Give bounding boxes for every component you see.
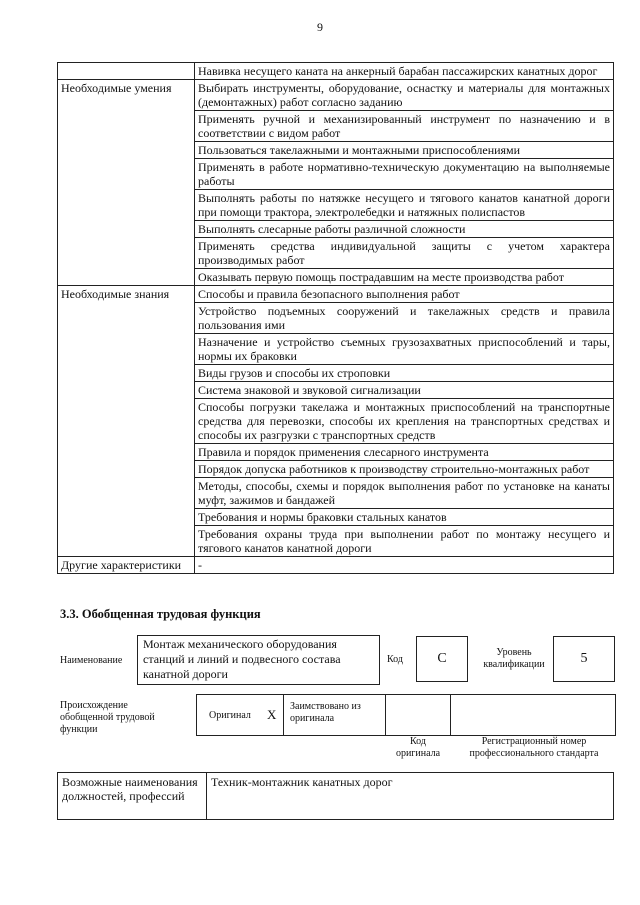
professions-value: Техник-монтажник канатных дорог bbox=[207, 773, 614, 820]
row-item: Требования и нормы браковки стальных канатов bbox=[195, 509, 614, 526]
name-label: Наименование bbox=[60, 655, 123, 666]
row-group-label: Необходимые знания bbox=[58, 286, 195, 557]
function-name-value: Монтаж механического оборудования станций и линий и подвесного состава канатной дороги bbox=[143, 637, 341, 681]
row-item: Требования охраны труда при выполнении работ по монтажу несущего и тягового канатов канатной дороги bbox=[195, 526, 614, 557]
code-label: Код bbox=[387, 654, 403, 665]
table-row bbox=[58, 63, 614, 80]
origin-label: Происхождение обобщенной трудовой функции bbox=[60, 700, 155, 735]
row-item: Выполнять работы по натяжке несущего и тягового канатов канатной дороги при помощи трактора, электролебедки и натяжных полиспастов bbox=[195, 190, 614, 221]
row-item: Навивка несущего каната на анкерный барабан пассажирских канатных дорог bbox=[195, 63, 614, 80]
row-item: Применять средства индивидуальной защиты с учетом характера производимых работ bbox=[195, 238, 614, 269]
row-item: Оказывать первую помощь пострадавшим на месте производства работ bbox=[195, 269, 614, 286]
origin-grid bbox=[196, 694, 616, 736]
row-item: Устройство подъемных сооружений и такелажных средств и правила пользования ими bbox=[195, 303, 614, 334]
row-item: - bbox=[195, 557, 614, 574]
function-name-box bbox=[137, 635, 380, 685]
row-item: Порядок допуска работников к производству строительно-монтажных работ bbox=[195, 461, 614, 478]
row-item: Способы погрузки такелажа и монтажных приспособлений на транспортные средства для перевозки, способы их крепления на транспортных средствах и способы их разгрузки с транспортных средств bbox=[195, 399, 614, 444]
table-row bbox=[58, 286, 614, 303]
code-value: С bbox=[437, 651, 447, 666]
level-label: Уровень квалификации bbox=[483, 647, 545, 670]
row-item: Пользоваться такелажными и монтажными приспособлениями bbox=[195, 142, 614, 159]
code-box bbox=[416, 636, 468, 682]
section-title: 3.3. Обобщенная трудовая функция bbox=[60, 607, 261, 621]
level-value: 5 bbox=[580, 651, 588, 666]
row-item: Способы и правила безопасного выполнения работ bbox=[195, 286, 614, 303]
row-item: Виды грузов и способы их строповки bbox=[195, 365, 614, 382]
page-number: 9 bbox=[317, 20, 323, 34]
skills-table bbox=[57, 62, 614, 574]
original-label: Оригинал bbox=[209, 710, 251, 721]
row-item: Выбирать инструменты, оборудование, оснастку и материалы для монтажных (демонтажных) работ согласно заданию bbox=[195, 80, 614, 111]
row-group-label bbox=[58, 63, 195, 80]
row-item: Применять ручной и механизированный инструмент по назначению и в соответствии с видом работ bbox=[195, 111, 614, 142]
row-item: Правила и порядок применения слесарного инструмента bbox=[195, 444, 614, 461]
table-row bbox=[58, 80, 614, 111]
row-item: Назначение и устройство съемных грузозахватных приспособлений и тары, нормы их браковки bbox=[195, 334, 614, 365]
row-group-label: Другие характеристики bbox=[58, 557, 195, 574]
borrowed-label: Заимствовано из оригинала bbox=[290, 701, 361, 724]
row-item: Система знаковой и звуковой сигнализации bbox=[195, 382, 614, 399]
code-original-caption: Код оригинала bbox=[395, 736, 441, 759]
professions-table bbox=[57, 772, 614, 820]
level-box bbox=[553, 636, 615, 682]
table-row bbox=[58, 557, 614, 574]
row-group-label: Необходимые умения bbox=[58, 80, 195, 286]
row-item: Методы, способы, схемы и порядок выполнения работ по установке на канаты муфт, зажимов и бандажей bbox=[195, 478, 614, 509]
original-mark: X bbox=[267, 707, 277, 722]
row-item: Выполнять слесарные работы различной сложности bbox=[195, 221, 614, 238]
row-item: Применять в работе нормативно-техническую документацию на выполняемые работы bbox=[195, 159, 614, 190]
reg-number-caption: Регистрационный номер профессионального стандарта bbox=[469, 736, 599, 759]
professions-label: Возможные наименования должностей, профессий bbox=[58, 773, 207, 820]
